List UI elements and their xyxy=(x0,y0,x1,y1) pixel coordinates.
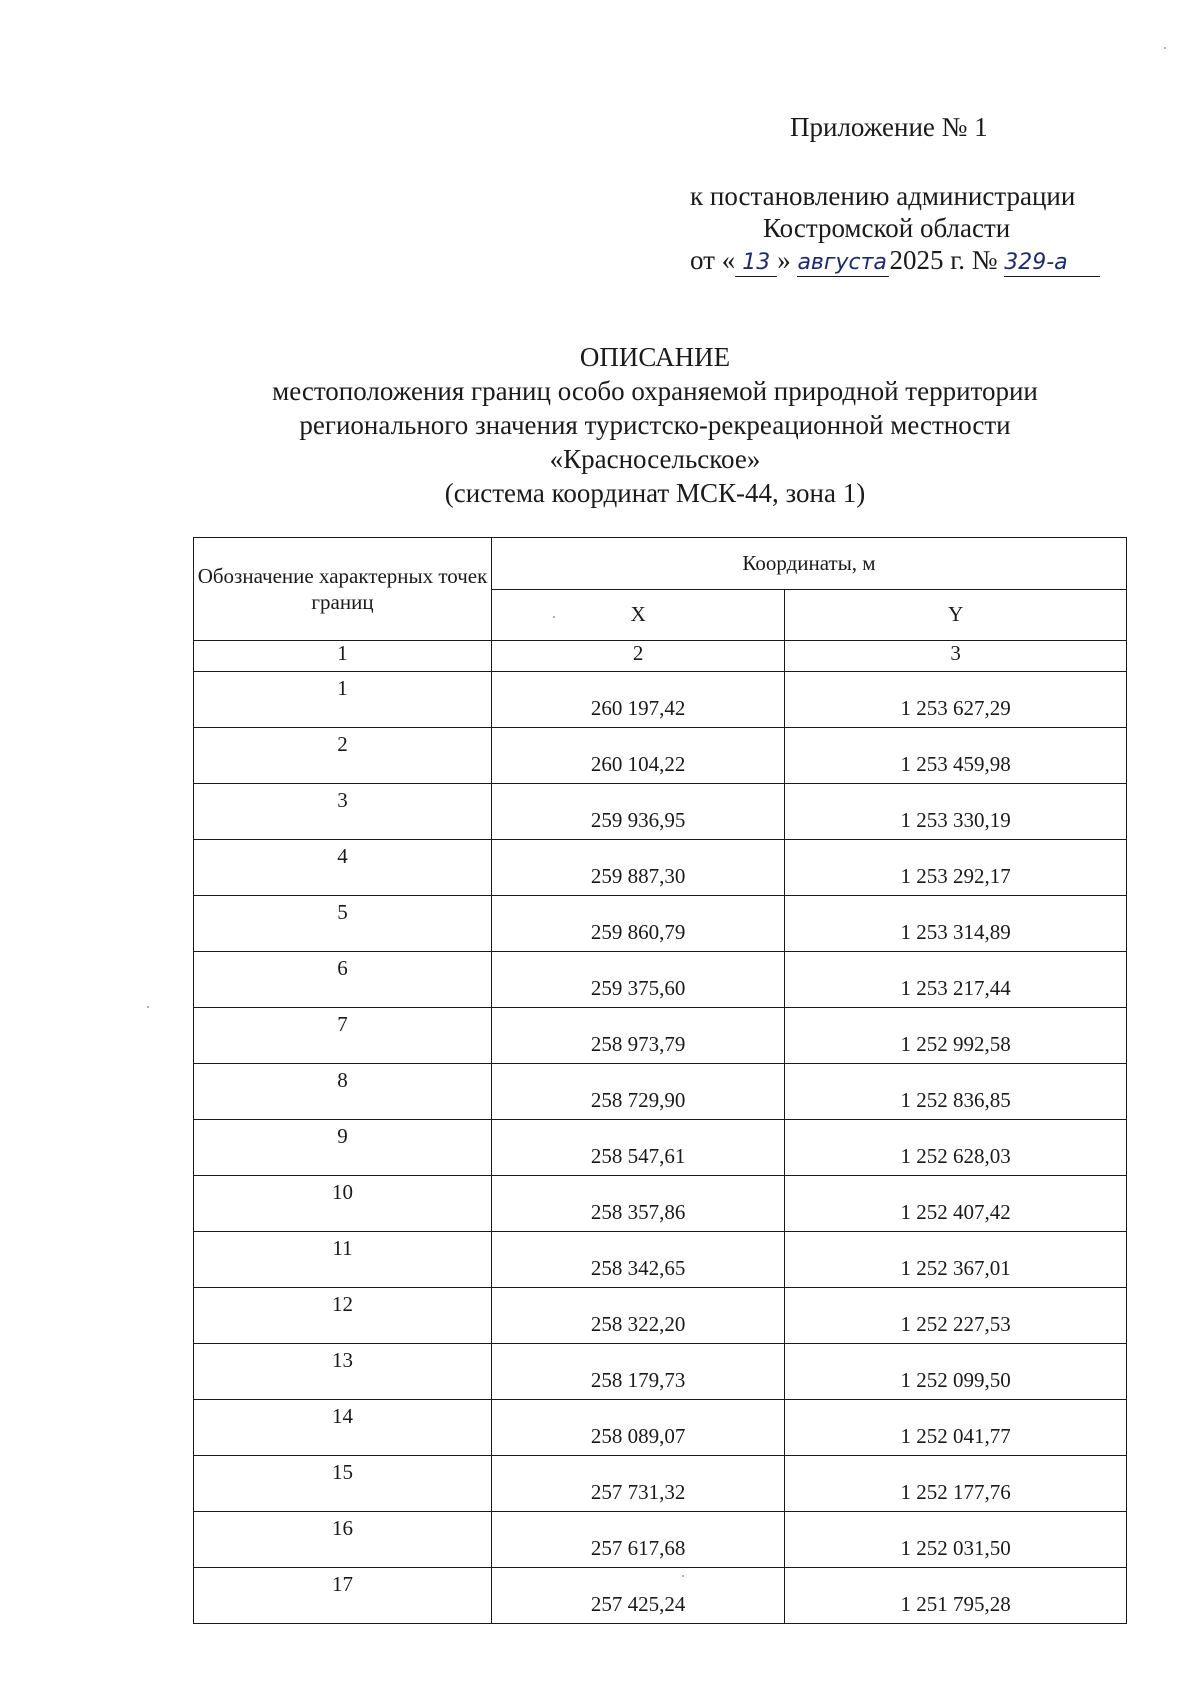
x-coordinate: 259 860,79 xyxy=(492,896,785,952)
point-label: 15 xyxy=(194,1456,492,1512)
table-row xyxy=(194,952,1127,1008)
x-coordinate: 258 357,86 xyxy=(492,1176,785,1232)
x-coordinate: 257 425,24 xyxy=(492,1568,785,1624)
table-row xyxy=(194,1344,1127,1400)
x-coordinate: 260 197,42 xyxy=(492,672,785,728)
table-row xyxy=(194,896,1127,952)
appendix-title: Приложение № 1 xyxy=(790,112,988,142)
point-label: 9 xyxy=(194,1120,492,1176)
table-row xyxy=(194,1568,1127,1624)
y-coordinate: 1 252 031,50 xyxy=(785,1512,1127,1568)
table-row xyxy=(194,1400,1127,1456)
y-coordinate: 1 252 836,85 xyxy=(785,1064,1127,1120)
subtitle-line: (система координат МСК-44, зона 1) xyxy=(444,478,866,508)
point-label: 16 xyxy=(194,1512,492,1568)
y-coordinate: 1 253 627,29 xyxy=(785,672,1127,728)
x-coordinate: 258 179,73 xyxy=(492,1344,785,1400)
scan-speck xyxy=(682,1575,684,1577)
table-row xyxy=(194,1008,1127,1064)
date-year: 2025 г. № xyxy=(889,245,998,275)
column-number: 1 xyxy=(194,641,492,672)
table-row xyxy=(194,840,1127,896)
x-coordinate: 258 342,65 xyxy=(492,1232,785,1288)
x-coordinate: 259 887,30 xyxy=(492,840,785,896)
document-title: ОПИСАНИЕ xyxy=(579,342,731,372)
point-label: 5 xyxy=(194,896,492,952)
header-points: Обозначение характерных точек границ xyxy=(194,538,492,641)
y-coordinate: 1 253 330,19 xyxy=(785,784,1127,840)
document-subtitle xyxy=(180,374,1130,510)
table-row xyxy=(194,1064,1127,1120)
subtitle-line: «Красносельское» xyxy=(549,444,761,474)
column-number-row xyxy=(194,641,1127,672)
table-row xyxy=(194,672,1127,728)
header-y: Y xyxy=(785,589,1127,641)
point-label: 2 xyxy=(194,728,492,784)
point-label: 11 xyxy=(194,1232,492,1288)
subtitle-line: местоположения границ особо охраняемой природной территории xyxy=(272,376,1038,406)
x-coordinate: 258 089,07 xyxy=(492,1400,785,1456)
y-coordinate: 1 252 628,03 xyxy=(785,1120,1127,1176)
point-label: 1 xyxy=(194,672,492,728)
handwritten-month: августа xyxy=(797,250,889,277)
decree-reference: к постановлению администрации xyxy=(690,181,1076,211)
point-label: 17 xyxy=(194,1568,492,1624)
y-coordinate: 1 252 099,50 xyxy=(785,1344,1127,1400)
point-label: 12 xyxy=(194,1288,492,1344)
column-number: 2 xyxy=(492,641,785,672)
coordinates-table xyxy=(193,537,1127,1624)
y-coordinate: 1 251 795,28 xyxy=(785,1568,1127,1624)
column-number: 3 xyxy=(785,641,1127,672)
table-row xyxy=(194,1512,1127,1568)
x-coordinate: 259 375,60 xyxy=(492,952,785,1008)
y-coordinate: 1 252 407,42 xyxy=(785,1176,1127,1232)
y-coordinate: 1 253 217,44 xyxy=(785,952,1127,1008)
decree-date-line xyxy=(690,244,1100,277)
point-label: 8 xyxy=(194,1064,492,1120)
point-label: 10 xyxy=(194,1176,492,1232)
x-coordinate: 258 547,61 xyxy=(492,1120,785,1176)
point-label: 4 xyxy=(194,840,492,896)
y-coordinate: 1 253 292,17 xyxy=(785,840,1127,896)
y-coordinate: 1 252 177,76 xyxy=(785,1456,1127,1512)
y-coordinate: 1 252 992,58 xyxy=(785,1008,1127,1064)
region-name: Костромской области xyxy=(763,213,1011,243)
scan-speck xyxy=(553,616,555,618)
header-x: X xyxy=(492,589,785,641)
table-row xyxy=(194,1232,1127,1288)
scan-speck xyxy=(147,1006,149,1008)
handwritten-decree-number: 329-а xyxy=(1004,250,1100,277)
table-row xyxy=(194,1176,1127,1232)
y-coordinate: 1 253 459,98 xyxy=(785,728,1127,784)
point-label: 6 xyxy=(194,952,492,1008)
x-coordinate: 258 973,79 xyxy=(492,1008,785,1064)
header-coordinates: Координаты, м xyxy=(492,538,1127,590)
point-label: 14 xyxy=(194,1400,492,1456)
x-coordinate: 259 936,95 xyxy=(492,784,785,840)
x-coordinate: 258 729,90 xyxy=(492,1064,785,1120)
table-row xyxy=(194,1288,1127,1344)
handwritten-day: 13 xyxy=(735,250,777,277)
table-row xyxy=(194,728,1127,784)
table-row xyxy=(194,1456,1127,1512)
y-coordinate: 1 252 227,53 xyxy=(785,1288,1127,1344)
x-coordinate: 257 617,68 xyxy=(492,1512,785,1568)
point-label: 7 xyxy=(194,1008,492,1064)
point-label: 13 xyxy=(194,1344,492,1400)
y-coordinate: 1 253 314,89 xyxy=(785,896,1127,952)
y-coordinate: 1 252 041,77 xyxy=(785,1400,1127,1456)
x-coordinate: 258 322,20 xyxy=(492,1288,785,1344)
subtitle-line: регионального значения туристско-рекреационной местности xyxy=(299,410,1011,440)
date-prefix: от « xyxy=(690,245,736,275)
point-label: 3 xyxy=(194,784,492,840)
y-coordinate: 1 252 367,01 xyxy=(785,1232,1127,1288)
x-coordinate: 257 731,32 xyxy=(492,1456,785,1512)
scan-speck xyxy=(1164,47,1166,49)
x-coordinate: 260 104,22 xyxy=(492,728,785,784)
table-row xyxy=(194,1120,1127,1176)
table-row xyxy=(194,784,1127,840)
date-quote-close: » xyxy=(777,245,791,275)
